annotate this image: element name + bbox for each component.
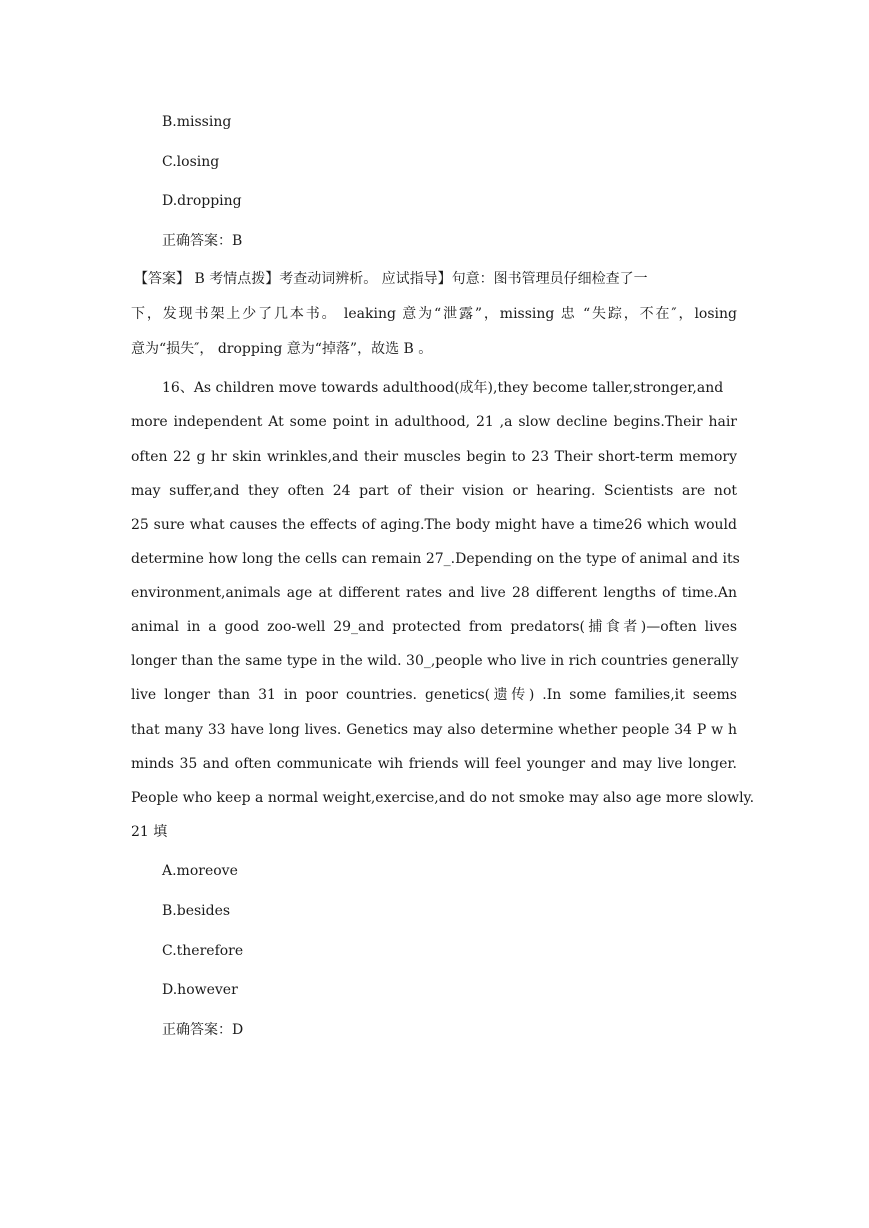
passage-line-10: live longer than 31 in poor countries. genetics(遗传) .In some families,it seems: [131, 687, 737, 703]
option-a: A.moreove: [162, 863, 238, 879]
prev-option-c: C.losing: [162, 154, 220, 170]
analysis-line-3: 意为“损失″， dropping 意为“掉落”，故选 B 。: [131, 341, 433, 357]
option-b: B.besides: [162, 903, 231, 919]
correct-answer: 正确答案：D: [162, 1022, 244, 1038]
prev-option-d: D.dropping: [162, 193, 242, 209]
passage-line-13: People who keep a normal weight,exercise,and do not smoke may also age more slowly.: [131, 790, 755, 806]
passage-line-8: animal in a good zoo-well 29_and protected from predators(捕食者)—often lives: [131, 619, 737, 635]
passage-line-5: 25 sure what causes the effects of aging.The body might have a time26 which would: [131, 517, 737, 533]
passage-line-2: more independent At some point in adulthood, 21 ,a slow decline begins.Their hair: [131, 414, 737, 430]
prev-option-b: B.missing: [162, 114, 232, 130]
passage-line-1: 16、As children move towards adulthood(成年),they become taller,stronger,and: [162, 380, 724, 396]
passage-line-6: determine how long the cells can remain 27_.Depending on the type of animal and its: [131, 551, 740, 567]
passage-line-4: may suffer,and they often 24 part of their vision or hearing. Scientists are not: [131, 483, 737, 499]
prev-answer: 正确答案：B: [162, 233, 243, 249]
analysis-line-2: 下，发现书架上少了几本书。 leaking 意为“泄露”，missing 忠 “失踪，不在″，losing: [131, 306, 737, 322]
analysis-line-1: 【答案】 B 考情点拨】考查动词辨析。 应试指导】句意：图书管理员仔细检查了一: [134, 271, 648, 287]
passage-line-12: minds 35 and often communicate wih friends will feel younger and may live longer.: [131, 756, 737, 772]
option-d: D.however: [162, 982, 238, 998]
passage-line-7: environment,animals age at different rates and live 28 different lengths of time.An: [131, 585, 737, 601]
question-label: 21 填: [131, 824, 168, 840]
passage-line-3: often 22 g hr skin wrinkles,and their muscles begin to 23 Their short-term memory: [131, 449, 737, 465]
passage-line-9: longer than the same type in the wild. 30_,people who live in rich countries generally: [131, 653, 739, 669]
passage-line-11: that many 33 have long lives. Genetics may also determine whether people 34 P w h: [131, 722, 737, 738]
option-c: C.therefore: [162, 943, 244, 959]
